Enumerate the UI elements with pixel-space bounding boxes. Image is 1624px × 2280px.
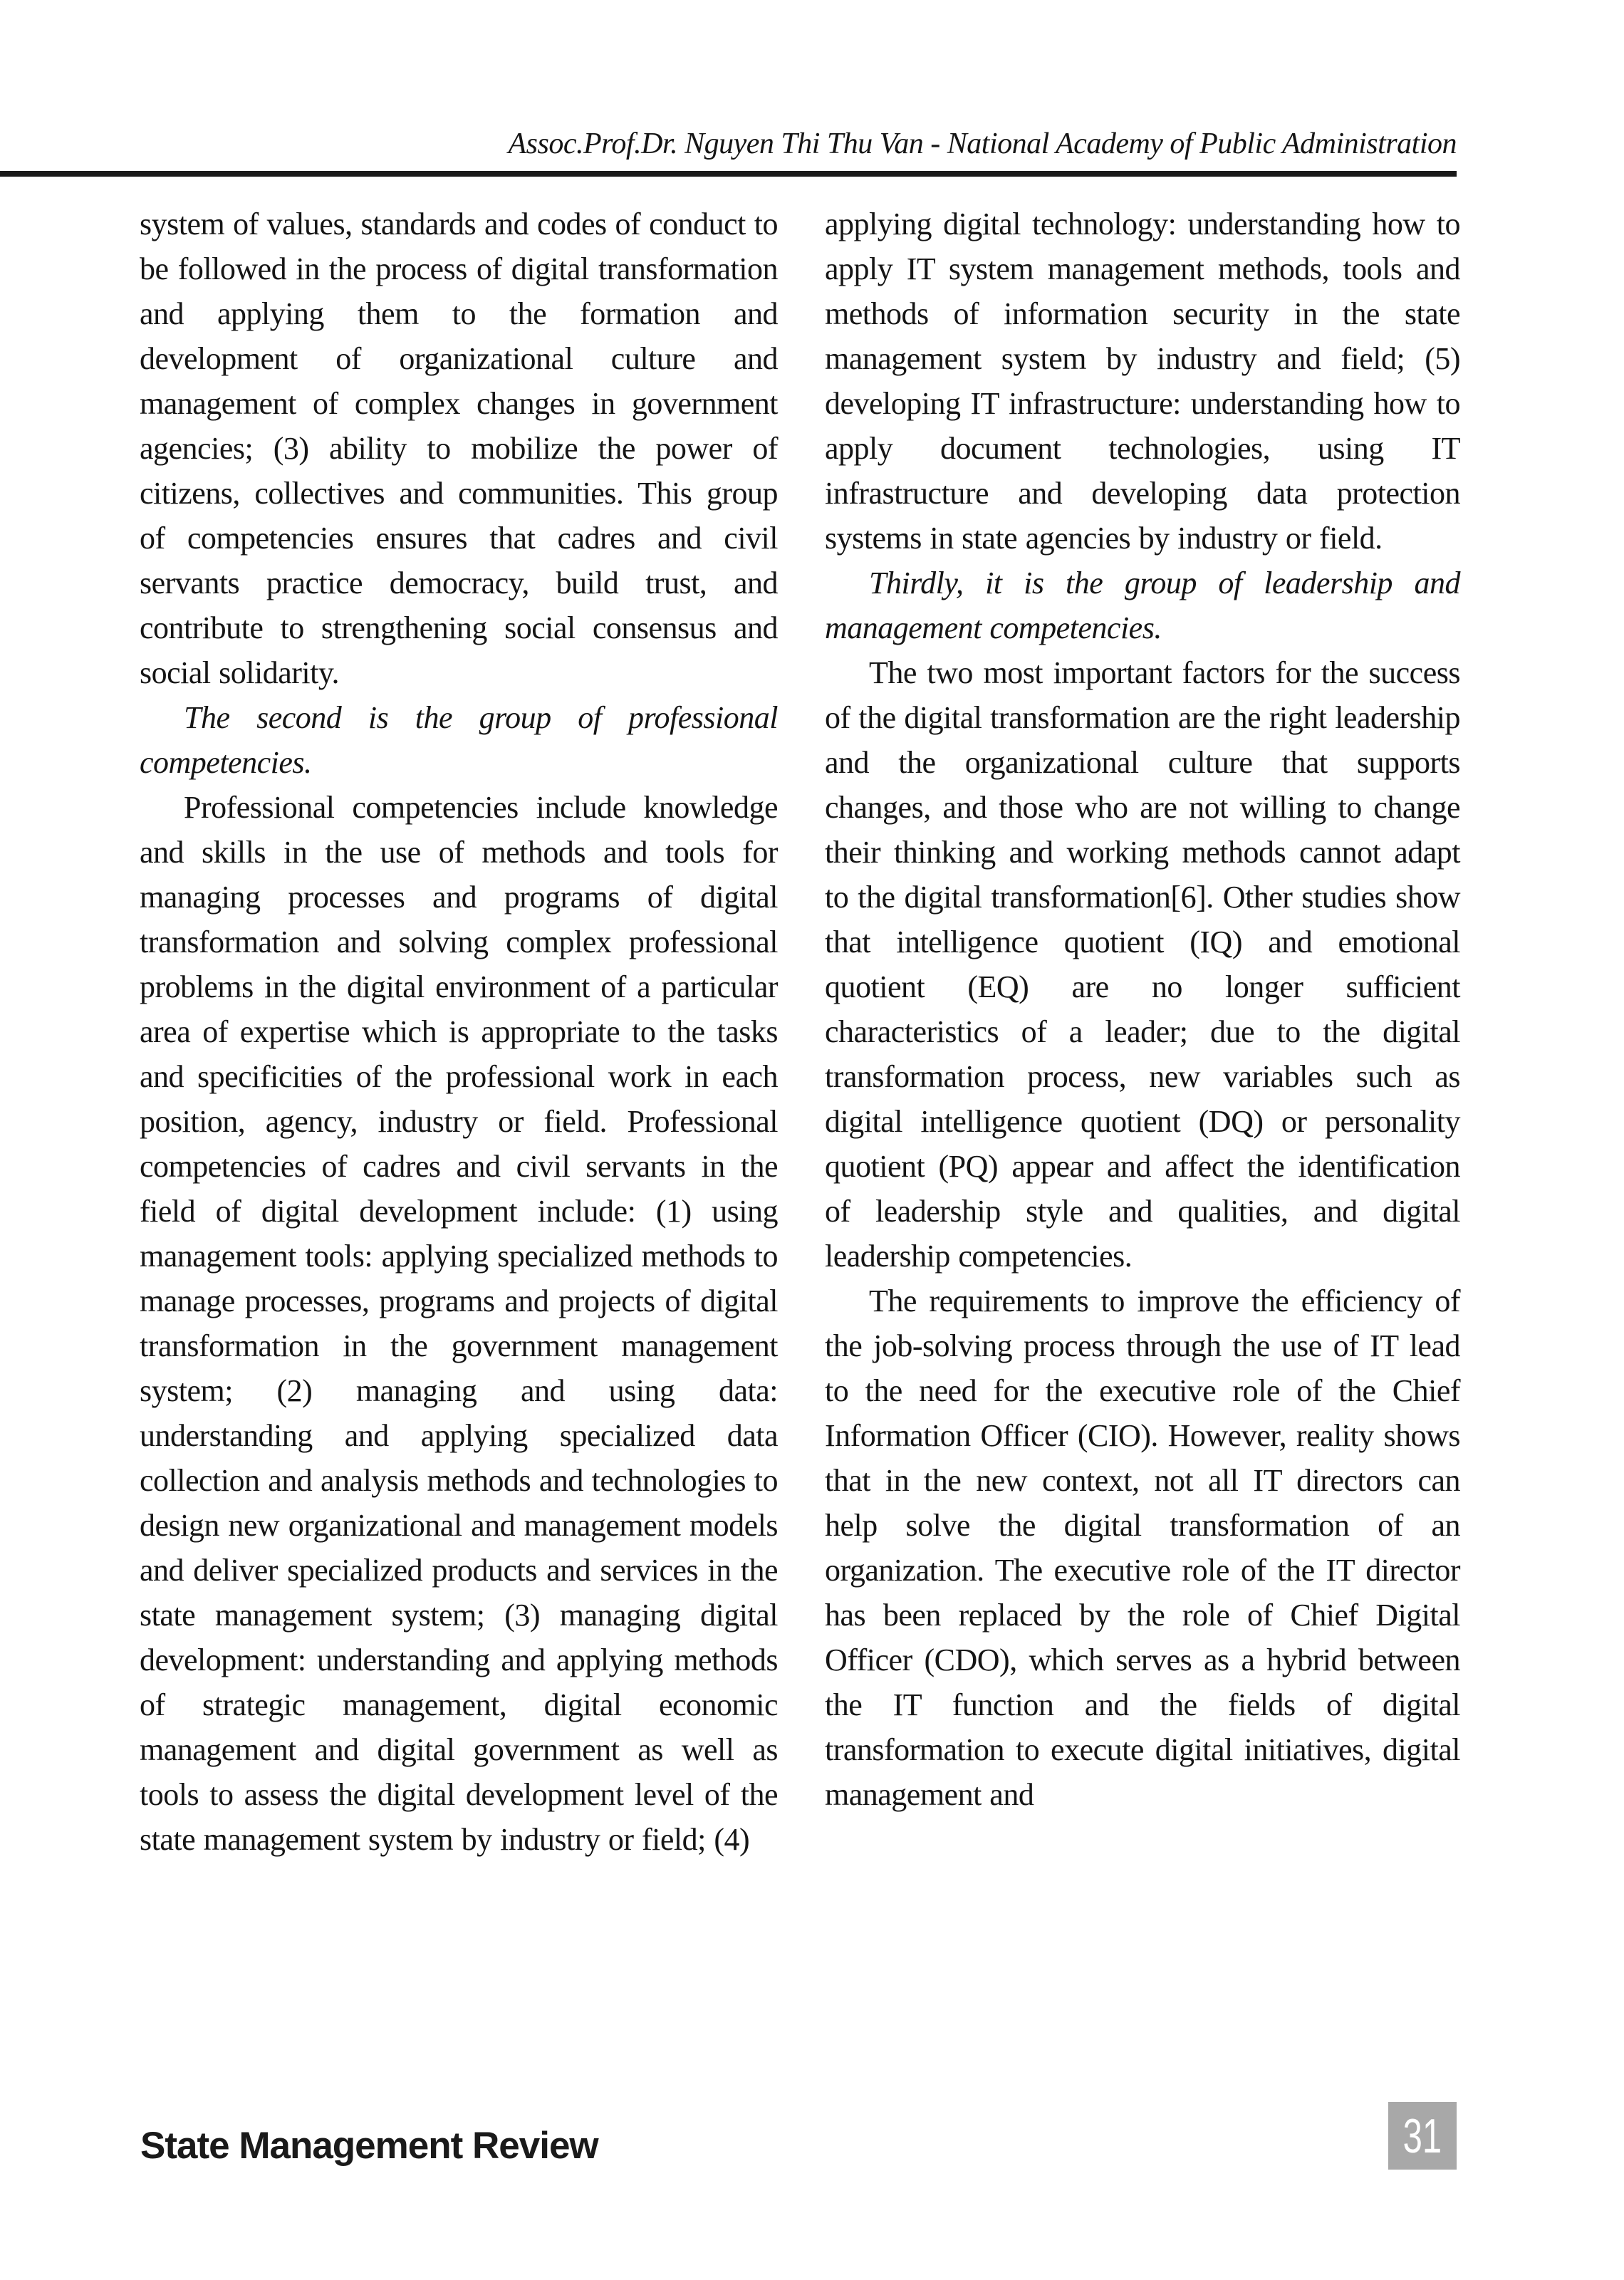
right-column <box>825 202 1460 1817</box>
left-paragraph-heading-italic: The second is the group of professional competencies. <box>140 700 778 780</box>
left-paragraph-continuation: system of values, standards and codes of conduct to be followed in the process of digital transformation and applying them to the formation and development of organizational culture and management of complex changes in government agencies; (3) ability to mobilize the power of citizens, collectives and communities. This group of competencies ensures that cadres and civil servants practice democracy, build trust, and contribute to strengthening social consensus and social solidarity. <box>140 207 778 690</box>
right-paragraph-continuation: applying digital technology: understanding how to apply IT system management methods, tools and methods of information security in the state management system by industry and field; (5) developing IT infrastructure: understanding how to apply document technologies, using IT infrastructure and developing data protection systems in state agencies by industry or field. <box>825 207 1460 556</box>
page-number-badge <box>1388 2102 1457 2170</box>
right-paragraph-leadership-factors: The two most important factors for the success of the digital transformation are the right leadership and the organizational culture that supports changes, and those who are not willing to change their thinking and working methods cannot adapt to the digital transformation[6]. Other studies show that intelligence quotient (IQ) and emotional quotient (EQ) are no longer sufficient characteristics of a leader; due to the digital transformation process, new variables such as digital intelligence quotient (DQ) or personality quotient (PQ) appear and affect the identification of leadership style and qualities, and digital leadership competencies. <box>825 655 1460 1274</box>
left-column <box>140 202 778 1862</box>
right-paragraph-cio-cdo: The requirements to improve the efficiency of the job-solving process through the use of IT lead to the need for the executive role of the Chief Information Officer (CIO). However, reality shows that in the new context, not all IT directors can help solve the digital transformation of an organization. The executive role of the IT director has been replaced by the role of Chief Digital Officer (CDO), which serves as a hybrid between the IT function and the fields of digital transformation to execute digital initiatives, digital management and <box>825 1284 1460 1812</box>
left-paragraph-professional-competencies: Professional competencies include knowledge and skills in the use of methods and tools for managing processes and programs of digital transformation and solving complex professional problems in the digital environment of a particular area of expertise which is appropriate to the tasks and specificities of the professional work in each position, agency, industry or field. Professional competencies of cadres and civil servants in the field of digital development include: (1) using management tools: applying specialized methods to manage processes, programs and projects of digital transformation in the government management system; (2) managing and using data: understanding and applying specialized data collection and analysis methods and technologies to design new organizational and management models and deliver specialized products and services in the state management system; (3) managing digital development: understanding and applying methods of strategic management, digital economic management and digital government as well as tools to assess the digital development level of the state management system by industry or field; (4) <box>140 790 778 1857</box>
page-number: 31 <box>1402 2108 1442 2163</box>
footer-journal-name: State Management Review <box>140 2125 598 2167</box>
header-author-line: Assoc.Prof.Dr. Nguyen Thi Thu Van - National Academy of Public Administration <box>508 127 1457 160</box>
header-rule <box>0 171 1457 177</box>
right-paragraph-heading-italic: Thirdly, it is the group of leadership and management competencies. <box>825 566 1460 645</box>
